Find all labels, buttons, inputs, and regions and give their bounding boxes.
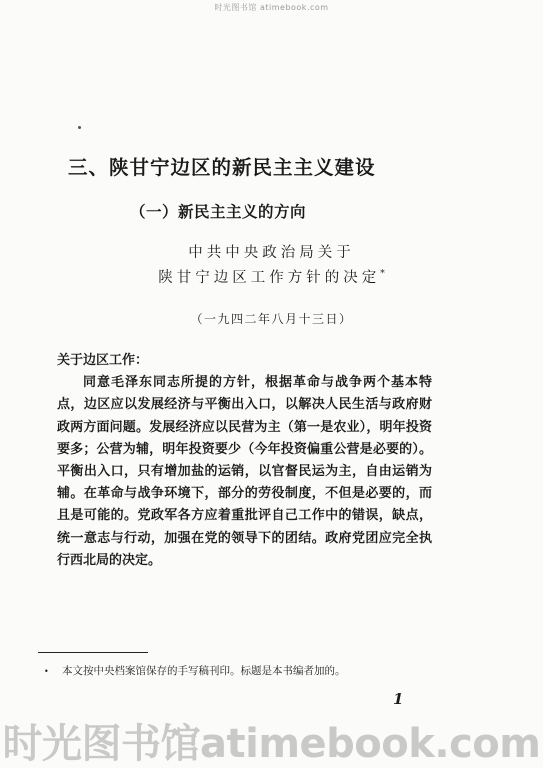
document-title-line-2: [0, 266, 543, 287]
document-title-line-2-text: 陕甘宁边区工作方针的决定: [158, 270, 381, 286]
footnote-text: 本文按中央档案馆保存的手写稿刊印。标题是本书编者加的。: [62, 665, 346, 677]
footnote-bullet: •: [44, 667, 49, 676]
page-number: 1: [393, 690, 404, 708]
site-header-mark: 时光图书馆 atimebook.com: [214, 3, 329, 12]
scan-speck: [78, 126, 81, 129]
document-body: [57, 350, 432, 572]
document-title-line-1: 中共中央政治局关于: [188, 245, 355, 261]
body-lead: 关于边区工作：: [57, 353, 149, 368]
footnote: [44, 663, 384, 678]
body-paragraph: 同意毛泽东同志所提的方针，根据革命与战争两个基本特点，边区应以发展经济与平衡出入口，以解决人民生活与政府财政两方面问题。发展经济应以民营为主（第一是农业），明年投资要多；公营为辅，明年投资要少（今年投资偏重公营是必要的）。平衡出入口，只有增加盐的运销，以官督民运为主，自由运销为辅。在革命与战争环境下，部分的劳役制度，不但是必要的，而且是可能的。党政军各方应着重批评自己工作中的错误，缺点，统一意志与行动，加强在党的领导下的团结。政府党团应完全执行西北局的决定。: [57, 375, 432, 568]
watermark: 时光图书馆atimebook.com: [2, 720, 541, 767]
footnote-rule: [38, 652, 148, 653]
subsection-title: （一）新民主主义的方向: [130, 203, 307, 221]
footnote-marker: *: [380, 269, 385, 280]
document-date: （一九四二年八月十三日）: [190, 312, 353, 326]
section-title: 三、陕甘宁边区的新民主主义建设: [68, 156, 376, 179]
